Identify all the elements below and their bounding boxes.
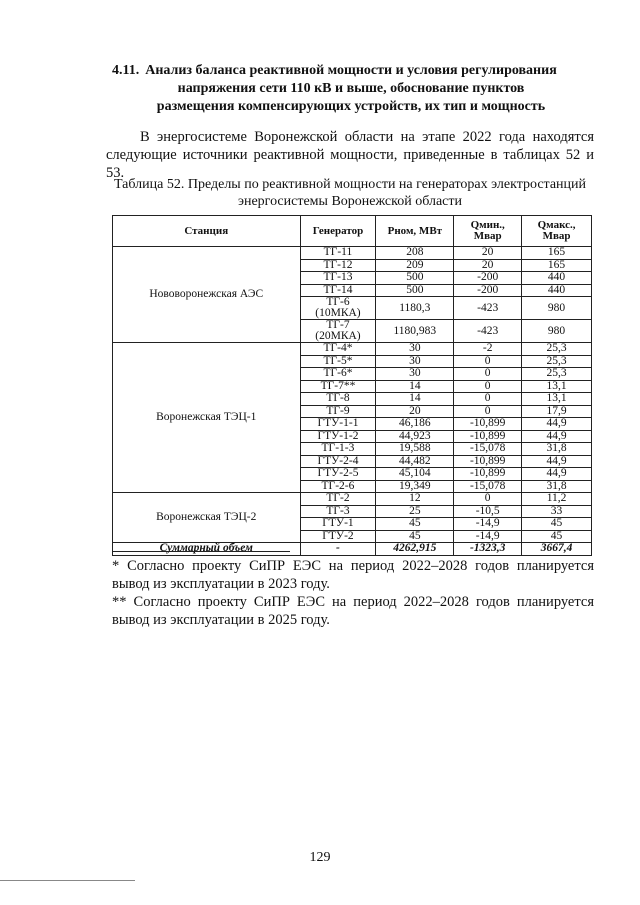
section-number: 4.11. xyxy=(112,63,140,78)
cell-pnom: 30 xyxy=(376,355,454,368)
cell-qmin: 0 xyxy=(454,380,522,393)
cell-generator: ТГ-2 xyxy=(300,493,376,506)
table-total-row xyxy=(113,543,592,556)
table-row xyxy=(113,343,592,356)
cell-generator: ГТУ-2 xyxy=(300,530,376,543)
footnote-separator xyxy=(112,551,290,552)
cell-qmax: 13,1 xyxy=(522,380,592,393)
cell-pnom: 12 xyxy=(376,493,454,506)
cell-generator: ТГ-3 xyxy=(300,505,376,518)
cell-qmax: 44,9 xyxy=(522,418,592,431)
cell-pnom: 45 xyxy=(376,518,454,531)
table-header-row xyxy=(113,216,592,247)
table-caption-line: Таблица 52. Пределы по реактивной мощности на генераторах электростанций xyxy=(113,177,587,192)
cell-qmin: 0 xyxy=(454,355,522,368)
cell-qmin: -423 xyxy=(454,297,522,320)
header-qmin: Qмин., Мвар xyxy=(454,216,522,247)
cell-qmin: -10,899 xyxy=(454,430,522,443)
section-title-line: напряжения сети 110 кВ и выше, обоснование пунктов xyxy=(177,81,525,96)
header-station: Станция xyxy=(113,216,301,247)
page-number: 129 xyxy=(309,850,331,865)
cell-qmin: -14,9 xyxy=(454,518,522,531)
cell-pnom: 208 xyxy=(376,247,454,260)
footnote: * Согласно проекту СиПР ЕЭС на период 2022–2028 годов планируется вывод из эксплуатации в 2023 году. xyxy=(112,558,594,592)
cell-qmax: 31,8 xyxy=(522,480,592,493)
cell-qmax: 25,3 xyxy=(522,368,592,381)
cell-pnom: 20 xyxy=(376,405,454,418)
intro-paragraph: В энергосистеме Воронежской области на этапе 2022 года находятся следующие источники реактивной мощности, приведенные в таблицах 52 и 53. xyxy=(106,129,594,181)
cell-generator: ТГ-1-3 xyxy=(300,443,376,456)
cell-qmax: 31,8 xyxy=(522,443,592,456)
cell-qmax: 165 xyxy=(522,259,592,272)
table-caption-line: энергосистемы Воронежской области xyxy=(237,194,463,209)
cell-generator: ТГ-9 xyxy=(300,405,376,418)
cell-qmin: 0 xyxy=(454,493,522,506)
cell-qmax: 33 xyxy=(522,505,592,518)
cell-pnom: 500 xyxy=(376,284,454,297)
cell-generator: ТГ-7 (20МКА) xyxy=(300,320,376,343)
cell-qmin: 0 xyxy=(454,405,522,418)
cell-qmax: 44,9 xyxy=(522,430,592,443)
cell-pnom: 46,186 xyxy=(376,418,454,431)
cell-pnom: 1180,3 xyxy=(376,297,454,320)
cell-qmin: 0 xyxy=(454,368,522,381)
cell-generator: ТГ-6* xyxy=(300,368,376,381)
section-title-line: размещения компенсирующих устройств, их тип и мощность xyxy=(156,99,546,114)
cell-qmax: 3667,4 xyxy=(522,543,592,556)
cell-generator: ТГ-5* xyxy=(300,355,376,368)
cell-generator: ТГ-6 (10МКА) xyxy=(300,297,376,320)
cell-qmax: 980 xyxy=(522,320,592,343)
cell-qmin: -10,5 xyxy=(454,505,522,518)
cell-qmin: -15,078 xyxy=(454,480,522,493)
section-title-line: Анализ баланса реактивной мощности и условия регулирования xyxy=(145,63,557,78)
cell-generator: ТГ-8 xyxy=(300,393,376,406)
footnote: ** Согласно проекту СиПР ЕЭС на период 2022–2028 годов планируется вывод из эксплуатации в 2025 году. xyxy=(112,594,594,628)
cell-qmin: 20 xyxy=(454,259,522,272)
cell-pnom: 44,482 xyxy=(376,455,454,468)
cell-qmin: -10,899 xyxy=(454,455,522,468)
cell-pnom: 25 xyxy=(376,505,454,518)
cell-pnom: 45 xyxy=(376,530,454,543)
cell-qmax: 17,9 xyxy=(522,405,592,418)
cell-qmin: -2 xyxy=(454,343,522,356)
cell-pnom: 14 xyxy=(376,393,454,406)
cell-pnom: 30 xyxy=(376,368,454,381)
cell-pnom: 4262,915 xyxy=(376,543,454,556)
cell-generator: ГТУ-1 xyxy=(300,518,376,531)
cell-qmin: -10,899 xyxy=(454,468,522,481)
cell-qmin: -10,899 xyxy=(454,418,522,431)
cell-qmax: 25,3 xyxy=(522,355,592,368)
cell-qmax: 440 xyxy=(522,272,592,285)
cell-qmin: -200 xyxy=(454,272,522,285)
cell-generator: - xyxy=(300,543,376,556)
cell-qmin: -14,9 xyxy=(454,530,522,543)
header-generator: Генератор xyxy=(300,216,376,247)
cell-qmin: 0 xyxy=(454,393,522,406)
cell-qmin: -15,078 xyxy=(454,443,522,456)
header-qmax: Qмакс., Мвар xyxy=(522,216,592,247)
cell-qmin: -1323,3 xyxy=(454,543,522,556)
cell-qmax: 13,1 xyxy=(522,393,592,406)
cell-qmin: -423 xyxy=(454,320,522,343)
cell-qmax: 980 xyxy=(522,297,592,320)
cell-station: Воронежская ТЭЦ-1 xyxy=(113,343,301,493)
cell-qmax: 45 xyxy=(522,518,592,531)
cell-generator: ГТУ-1-1 xyxy=(300,418,376,431)
cell-total-label: Суммарный объем xyxy=(113,543,301,556)
cell-generator: ГТУ-2-5 xyxy=(300,468,376,481)
cell-pnom: 19,588 xyxy=(376,443,454,456)
table-caption xyxy=(106,176,594,210)
cell-pnom: 209 xyxy=(376,259,454,272)
cell-qmax: 44,9 xyxy=(522,468,592,481)
cell-generator: ТГ-11 xyxy=(300,247,376,260)
cell-pnom: 500 xyxy=(376,272,454,285)
cell-pnom: 30 xyxy=(376,343,454,356)
cell-pnom: 45,104 xyxy=(376,468,454,481)
cell-generator: ТГ-14 xyxy=(300,284,376,297)
cell-qmin: 20 xyxy=(454,247,522,260)
footnotes xyxy=(112,557,594,629)
cell-qmax: 45 xyxy=(522,530,592,543)
cell-qmax: 44,9 xyxy=(522,455,592,468)
section-heading xyxy=(106,62,596,116)
cell-station: Воронежская ТЭЦ-2 xyxy=(113,493,301,543)
cell-generator: ТГ-4* xyxy=(300,343,376,356)
scan-edge-line xyxy=(0,880,135,881)
cell-pnom: 19,349 xyxy=(376,480,454,493)
header-pnom: Рном, МВт xyxy=(376,216,454,247)
cell-generator: ГТУ-2-4 xyxy=(300,455,376,468)
cell-station: Нововоронежская АЭС xyxy=(113,247,301,343)
cell-generator: ТГ-2-6 xyxy=(300,480,376,493)
cell-generator: ТГ-13 xyxy=(300,272,376,285)
cell-qmax: 25,3 xyxy=(522,343,592,356)
table-row xyxy=(113,247,592,260)
table-row xyxy=(113,493,592,506)
cell-pnom: 1180,983 xyxy=(376,320,454,343)
cell-qmax: 165 xyxy=(522,247,592,260)
generators-table xyxy=(112,215,592,556)
cell-generator: ТГ-7** xyxy=(300,380,376,393)
cell-pnom: 44,923 xyxy=(376,430,454,443)
cell-generator: ТГ-12 xyxy=(300,259,376,272)
cell-qmax: 11,2 xyxy=(522,493,592,506)
cell-qmax: 440 xyxy=(522,284,592,297)
cell-pnom: 14 xyxy=(376,380,454,393)
cell-generator: ГТУ-1-2 xyxy=(300,430,376,443)
cell-qmin: -200 xyxy=(454,284,522,297)
